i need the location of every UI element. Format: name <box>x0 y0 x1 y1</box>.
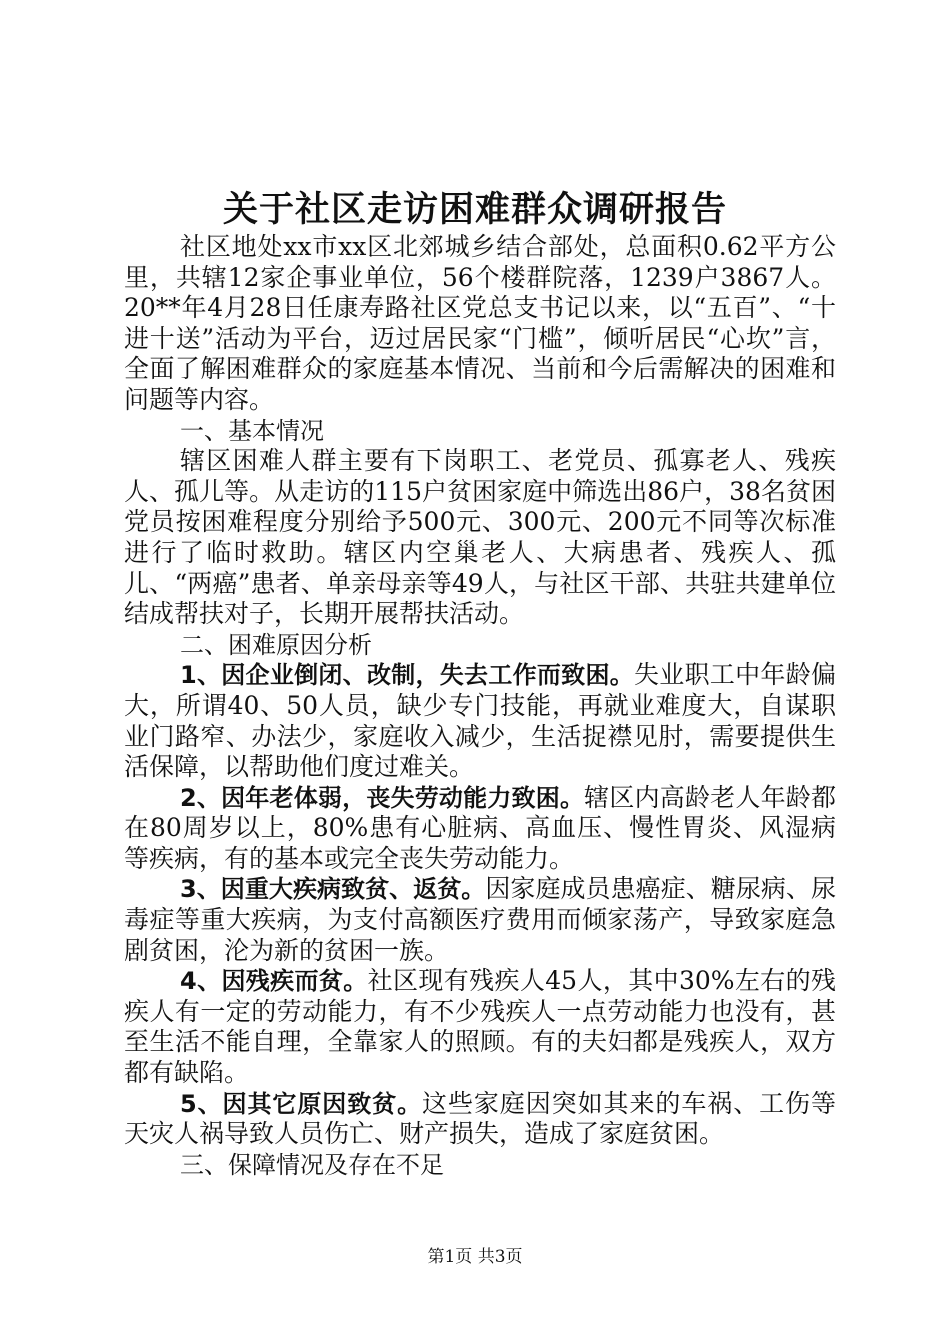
cause-item-2-lead: 2、因年老体弱，丧失劳动能力致困。 <box>180 783 585 812</box>
document-body <box>124 232 836 1180</box>
cause-item-1 <box>124 660 836 782</box>
cause-item-3-lead: 3、因重大疾病致贫、返贫。 <box>180 875 486 904</box>
cause-item-3 <box>124 874 836 966</box>
intro-paragraph: 社区地处xx市xx区北郊城乡结合部处，总面积0.62平方公里，共辖12家企事业单位，56个楼群院落，1239户3867人。20**年4月28日任康寿路社区党总支书记以来，以“五百”、“十进十送”活动为平台，迈过居民家“门槛”，倾听居民“心坎”言，全面了解困难群众的家庭基本情况、当前和今后需解决的困难和问题等内容。 <box>124 232 836 414</box>
cause-item-2-text: 辖区内高龄老人年龄都在80周岁以上，80%患有心脏病、高血压、慢性胃炎、风湿病等疾病，有的基本或完全丧失劳动能力。 <box>124 782 836 873</box>
section-heading-cause-analysis: 二、困难原因分析 <box>180 630 372 659</box>
section-heading-basic-situation: 一、基本情况 <box>180 416 324 445</box>
cause-item-3-text: 因家庭成员患癌症、糖尿病、尿毒症等重大疾病，为支付高额医疗费用而倾家荡产，导致家庭急剧贫困，沦为新的贫困一族。 <box>124 874 836 965</box>
cause-item-4-text: 社区现有残疾人45人，其中30%左右的残疾人有一定的劳动能力，有不少残疾人一点劳动能力也没有，甚至生活不能自理，全靠家人的照顾。有的夫妇都是残疾人，双方都有缺陷。 <box>124 966 836 1088</box>
cause-item-1-lead: 1、因企业倒闭、改制，失去工作而致困。 <box>180 661 635 690</box>
cause-item-1-text: 失业职工中年龄偏大，所谓40、50人员，缺少专门技能，再就业难度大，自谋职业门路窄、办法少，家庭收入减少，生活捉襟见肘，需要提供生活保障，以帮助他们度过难关。 <box>124 660 836 782</box>
cause-item-4-lead: 4、因残疾而贫。 <box>180 967 368 996</box>
page-footer: 第1页 共3页 <box>427 1247 523 1267</box>
cause-item-5-lead: 5、因其它原因致贫。 <box>180 1089 423 1118</box>
cause-item-5 <box>124 1089 836 1150</box>
cause-item-2 <box>124 783 836 875</box>
cause-item-4 <box>124 966 836 1088</box>
document-title: 关于社区走访困难群众调研报告 <box>222 190 727 230</box>
basic-situation-paragraph: 辖区困难人群主要有下岗职工、老党员、孤寡老人、残疾人、孤儿等。从走访的115户贫困家庭中筛选出86户，38名贫困党员按困难程度分别给予500元、300元、200元不同等次标准进行了临时救助。辖区内空巢老人、大病患者、残疾人、孤儿、“两癌”患者、单亲母亲等49人，与社区干部、共驻共建单位结成帮扶对子，长期开展帮扶活动。 <box>124 446 836 629</box>
section-heading-guarantee: 三、保障情况及存在不足 <box>180 1150 444 1179</box>
cause-item-5-text: 这些家庭因突如其来的车祸、工伤等天灾人祸导致人员伤亡、财产损失，造成了家庭贫困。 <box>124 1088 836 1149</box>
